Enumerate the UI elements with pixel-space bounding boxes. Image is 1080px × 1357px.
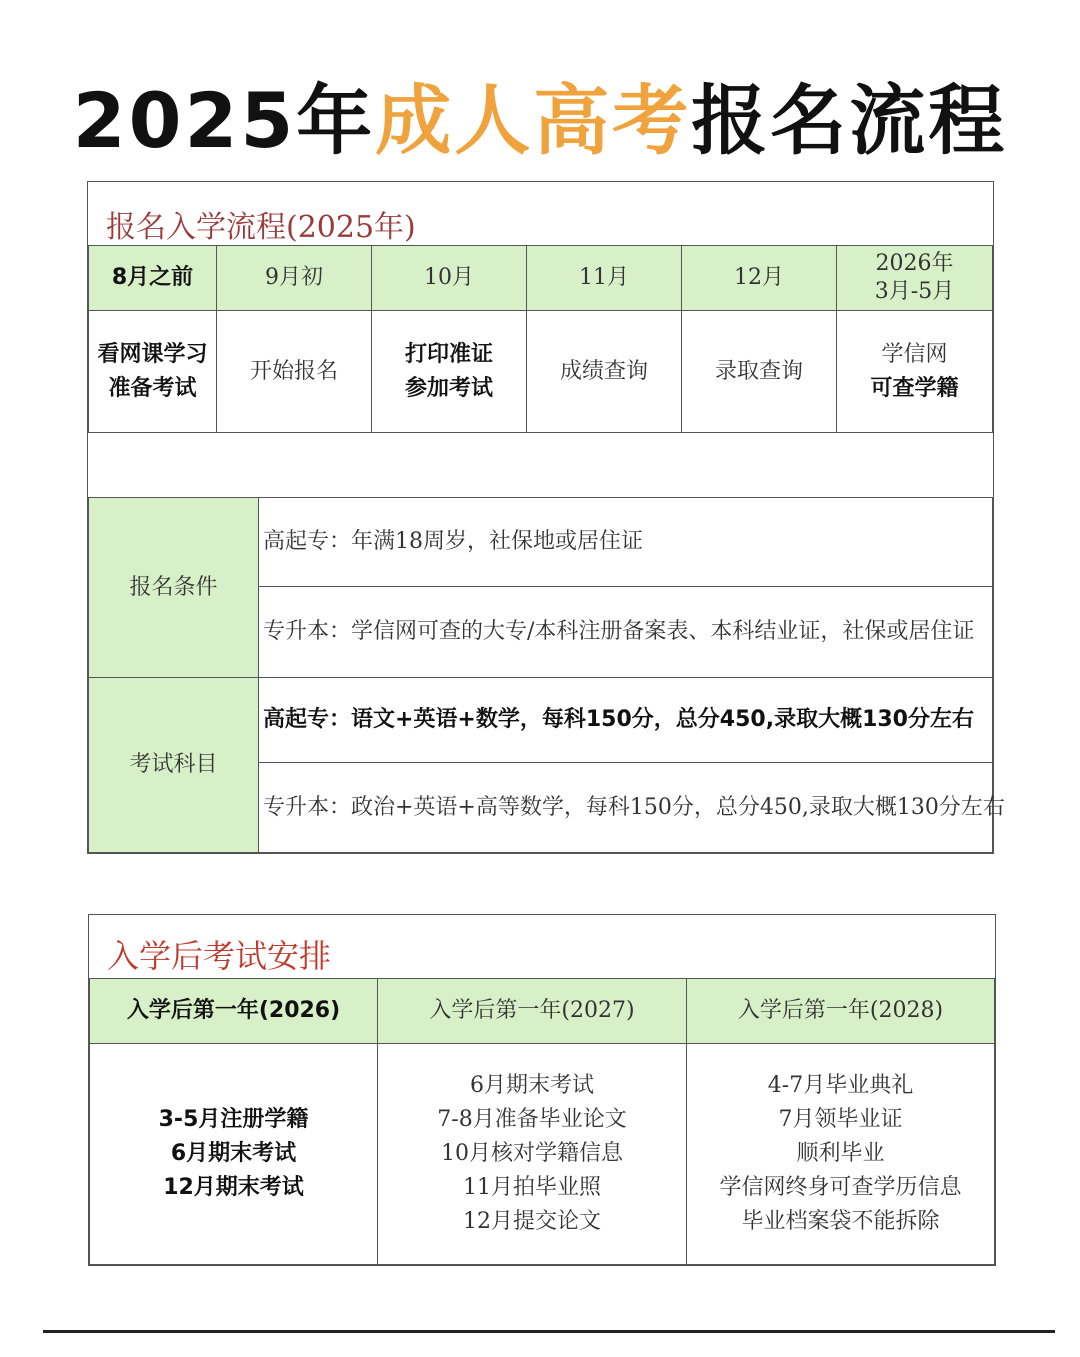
year-schedule <box>686 1043 995 1265</box>
year-schedule <box>377 1043 687 1265</box>
timeline-step <box>526 310 682 433</box>
step-line: 录取查询 <box>714 358 803 384</box>
schedule-item: 3-5月注册学籍 <box>158 1107 309 1132</box>
condition-item: 高起专：年满18周岁，社保地或居住证 <box>258 497 993 587</box>
title-highlight: 成人高考 <box>375 76 692 165</box>
condition-item: 专升本：学信网可查的大专/本科注册备案表、本科结业证，社保或居住证 <box>258 586 993 678</box>
step-line: 成绩查询 <box>559 358 648 384</box>
step-line: 打印准证 <box>404 341 493 367</box>
timeline-step <box>216 310 372 433</box>
bottom-divider <box>43 1330 1055 1333</box>
flow-heading: 报名入学流程(2025年) <box>106 210 416 245</box>
schedule-item: 学信网终身可查学历信息 <box>719 1175 962 1200</box>
timeline-step <box>681 310 837 433</box>
subjects-label: 考试科目 <box>88 677 259 853</box>
timeline-month: 2026年 3月-5月 <box>836 245 993 311</box>
year-header: 入学后第一年(2026) <box>89 978 378 1044</box>
registration-flow-panel <box>87 181 1005 854</box>
timeline-step <box>836 310 993 433</box>
timeline-month: 8月之前 <box>88 245 217 311</box>
schedule-item: 12月提交论文 <box>463 1209 601 1234</box>
subject-item: 专升本：政治+英语+高等数学，每科150分，总分450,录取大概130分左右 <box>258 762 993 853</box>
title-suffix: 报名流程 <box>691 76 1008 165</box>
step-line: 学信网 <box>881 341 948 367</box>
year-header: 入学后第一年(2028) <box>686 978 995 1044</box>
subject-item: 高起专：语文+英语+数学，每科150分，总分450,录取大概130分左右 <box>258 677 993 763</box>
schedule-item: 6月期末考试 <box>470 1073 594 1098</box>
spacer-row <box>88 432 993 498</box>
step-line: 可查学籍 <box>870 375 959 401</box>
year-schedule <box>89 1043 378 1265</box>
schedule-item: 7月领毕业证 <box>778 1107 903 1132</box>
timeline-step <box>371 310 527 433</box>
schedule-item: 7-8月准备毕业论文 <box>437 1107 627 1132</box>
post-enrollment-panel <box>88 914 996 1266</box>
conditions-label: 报名条件 <box>88 497 259 678</box>
timeline-month: 10月 <box>371 245 527 311</box>
schedule-item: 12月期末考试 <box>163 1175 304 1200</box>
schedule-item: 11月拍毕业照 <box>463 1175 601 1200</box>
title-year: 2025年 <box>72 76 376 165</box>
timeline-month: 9月初 <box>216 245 372 311</box>
step-line: 看网课学习 <box>97 341 208 367</box>
schedule-item: 10月核对学籍信息 <box>441 1141 623 1166</box>
year-header: 入学后第一年(2027) <box>377 978 687 1044</box>
timeline-month: 12月 <box>681 245 837 311</box>
step-line: 参加考试 <box>404 375 493 401</box>
timeline-month: 11月 <box>526 245 682 311</box>
step-line: 准备考试 <box>108 375 197 401</box>
schedule-item: 4-7月毕业典礼 <box>767 1073 914 1098</box>
schedule-item: 毕业档案袋不能拆除 <box>741 1209 940 1234</box>
timeline-step <box>88 310 217 433</box>
schedule-item: 顺利毕业 <box>796 1141 885 1166</box>
step-line: 开始报名 <box>249 358 338 384</box>
schedule-item: 6月期末考试 <box>170 1141 297 1166</box>
page-title <box>0 60 1080 169</box>
after-heading: 入学后考试安排 <box>107 937 332 975</box>
